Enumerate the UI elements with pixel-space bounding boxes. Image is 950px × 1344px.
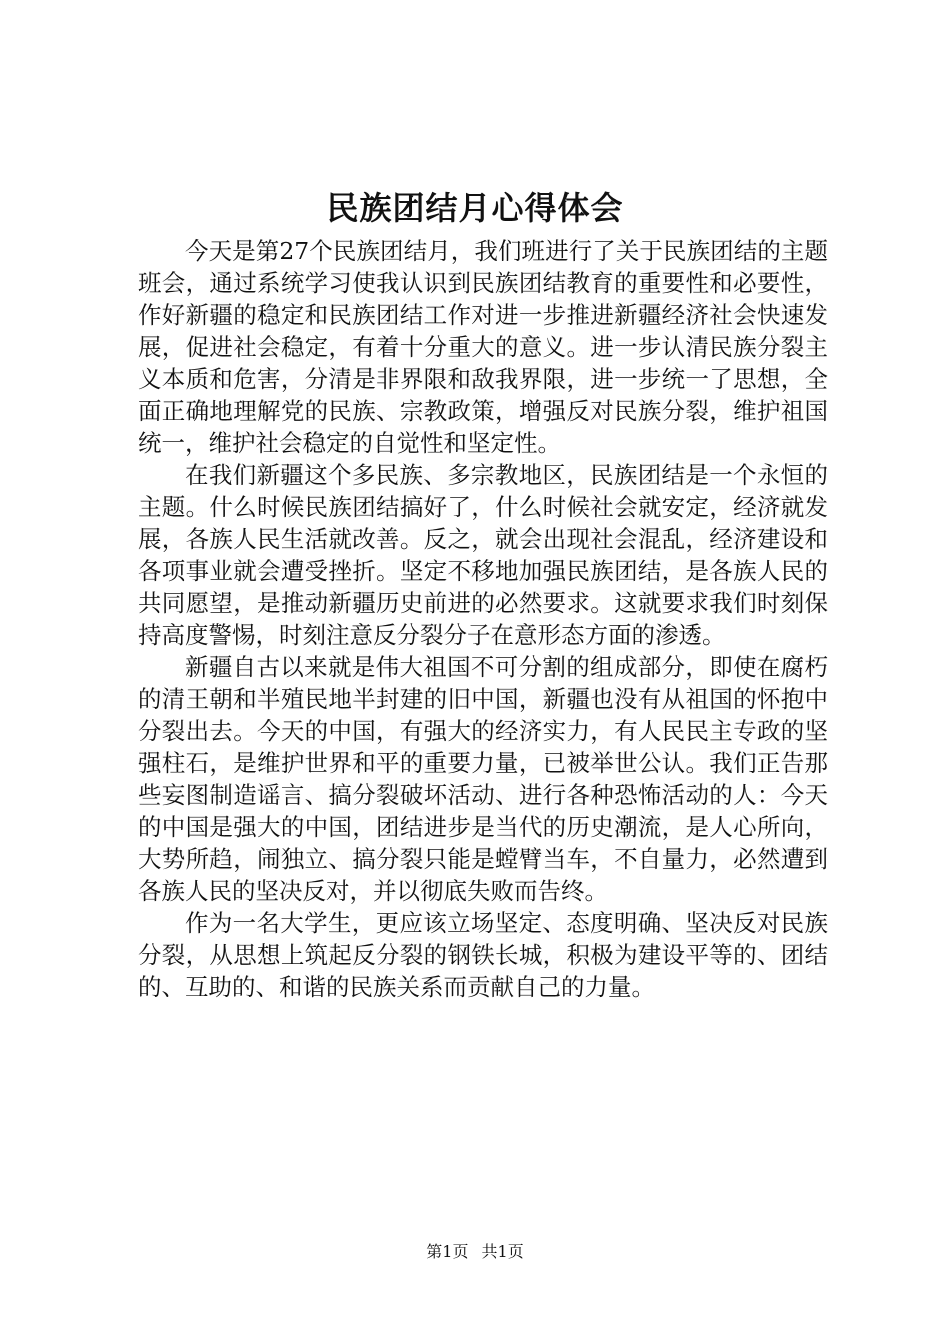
document-body [138, 235, 828, 1003]
page-number: 第1页 [426, 1242, 469, 1261]
document-title: 民族团结月心得体会 [326, 189, 624, 227]
paragraph-1: 今天是第27个民族团结月，我们班进行了关于民族团结的主题班会，通过系统学习使我认识到民族团结教育的重要性和必要性，作好新疆的稳定和民族团结工作对进一步推进新疆经济社会快速发展，促进社会稳定，有着十分重大的意义。进一步认清民族分裂主义本质和危害，分清是非界限和敌我界限，进一步统一了思想，全面正确地理解党的民族、宗教政策，增强反对民族分裂，维护祖国统一，维护社会稳定的自觉性和坚定性。 [138, 237, 828, 457]
page-footer [0, 1240, 950, 1264]
paragraph-4: 作为一名大学生，更应该立场坚定、态度明确、坚决反对民族分裂，从思想上筑起反分裂的钢铁长城，积极为建设平等的、团结的、互助的、和谐的民族关系而贡献自己的力量。 [138, 909, 828, 1001]
page-total: 共1页 [481, 1242, 524, 1261]
paragraph-3: 新疆自古以来就是伟大祖国不可分割的组成部分，即使在腐朽的清王朝和半殖民地半封建的旧中国，新疆也没有从祖国的怀抱中分裂出去。今天的中国，有强大的经济实力，有人民民主专政的坚强柱石，是维护世界和平的重要力量，已被举世公认。我们正告那些妄图制造谣言、搞分裂破坏活动、进行各种恐怖活动的人：今天的中国是强大的中国，团结进步是当代的历史潮流，是人心所向，大势所趋，闹独立、搞分裂只能是螳臂当车，不自量力，必然遭到各族人民的坚决反对，并以彻底失败而告终。 [138, 653, 828, 905]
paragraph-2: 在我们新疆这个多民族、多宗教地区，民族团结是一个永恒的主题。什么时候民族团结搞好了，什么时候社会就安定，经济就发展，各族人民生活就改善。反之，就会出现社会混乱，经济建设和各项事业就会遭受挫折。坚定不移地加强民族团结，是各族人民的共同愿望，是推动新疆历史前进的必然要求。这就要求我们时刻保持高度警惕，时刻注意反分裂分子在意形态方面的渗透。 [138, 461, 828, 649]
